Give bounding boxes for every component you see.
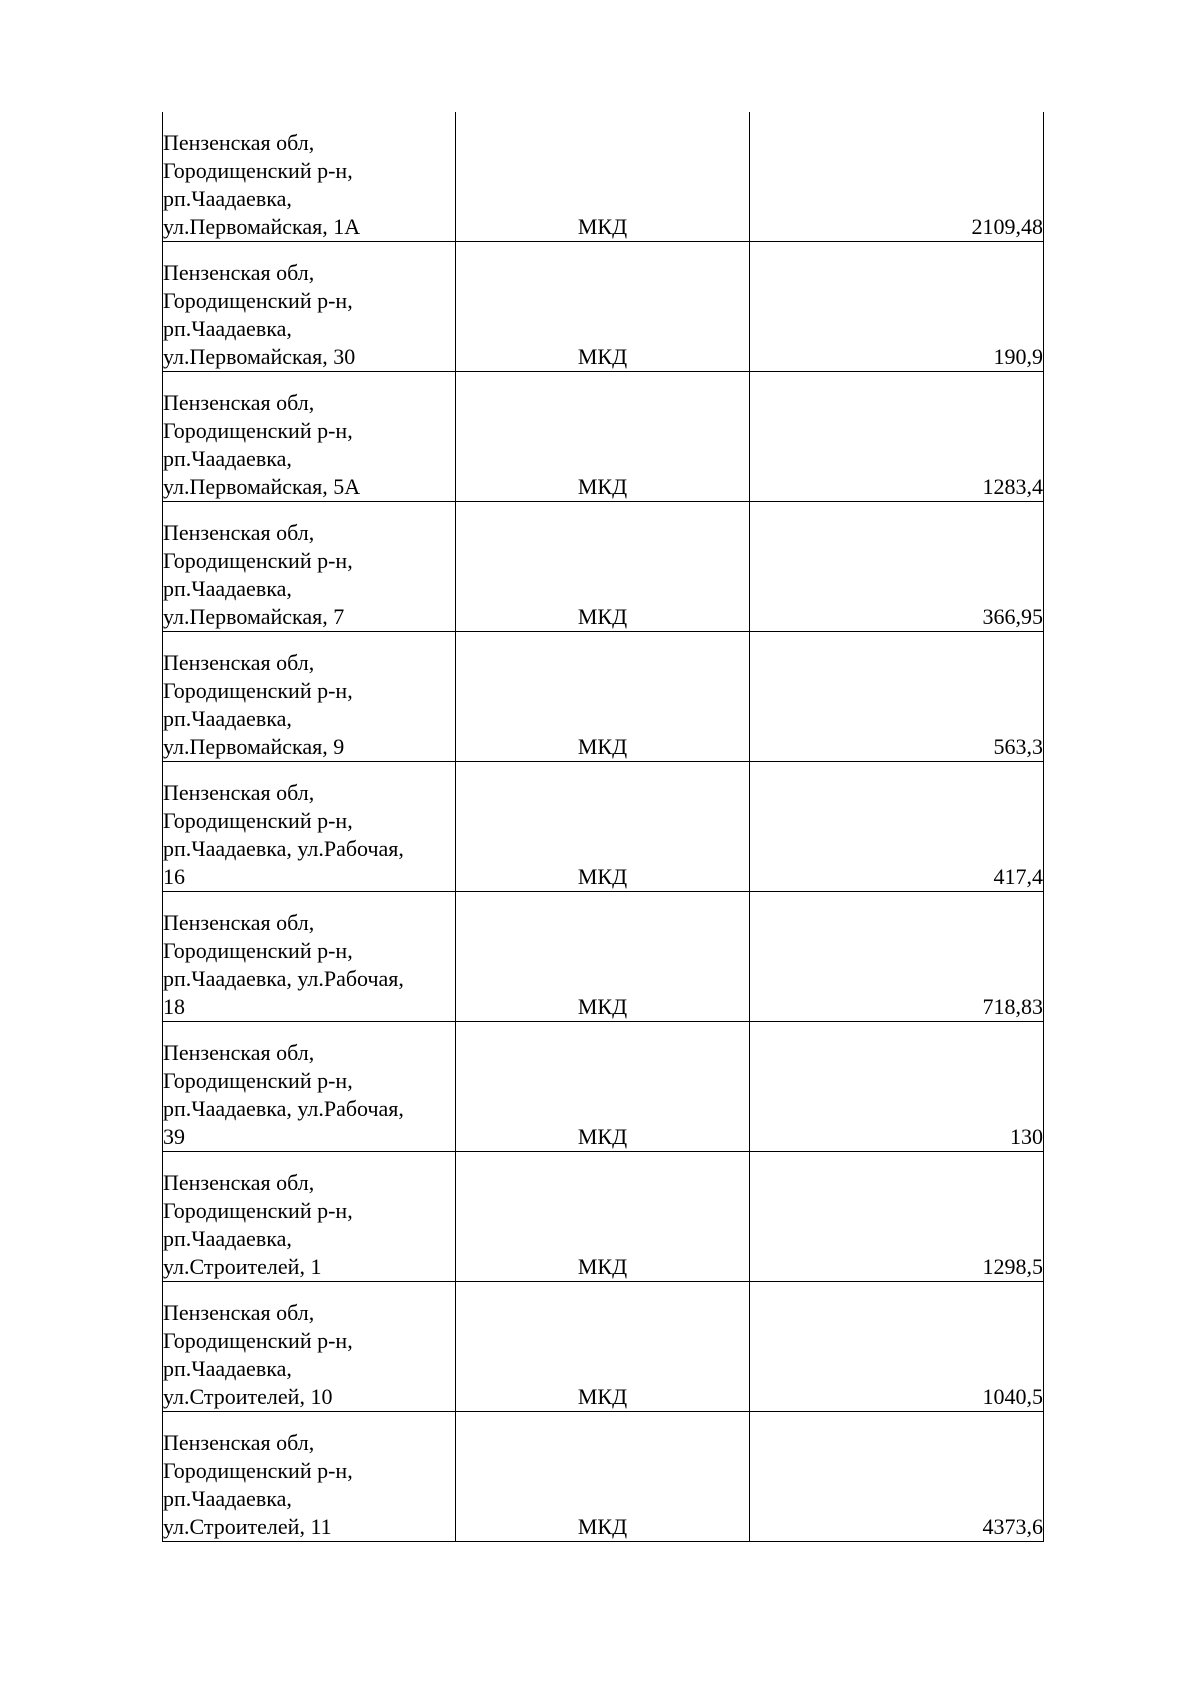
building-type-cell: МКД	[456, 502, 750, 632]
building-type-cell: МКД	[456, 762, 750, 892]
address-cell	[163, 112, 456, 242]
building-type-cell: МКД	[456, 892, 750, 1022]
address-text: Пензенская обл, Городищенский р-н, рп.Чаадаевка, ул.Первомайская, 9	[163, 650, 353, 759]
address-cell	[163, 502, 456, 632]
table-row	[163, 372, 1044, 502]
table-row	[163, 762, 1044, 892]
table-row	[163, 1152, 1044, 1282]
building-type-cell: МКД	[456, 1022, 750, 1152]
address-cell	[163, 1282, 456, 1412]
area-value-cell: 130	[750, 1022, 1044, 1152]
address-text: Пензенская обл, Городищенский р-н, рп.Чаадаевка, ул.Рабочая, 16	[163, 780, 404, 889]
area-value-cell: 718,83	[750, 892, 1044, 1022]
table-row	[163, 892, 1044, 1022]
area-value-cell: 190,9	[750, 242, 1044, 372]
address-text: Пензенская обл, Городищенский р-н, рп.Чаадаевка, ул.Первомайская, 5А	[163, 390, 361, 499]
area-value-cell: 366,95	[750, 502, 1044, 632]
address-cell	[163, 892, 456, 1022]
table-row	[163, 242, 1044, 372]
building-type-cell: МКД	[456, 242, 750, 372]
building-type-cell: МКД	[456, 1282, 750, 1412]
address-text: Пензенская обл, Городищенский р-н, рп.Чаадаевка, ул.Рабочая, 39	[163, 1040, 404, 1149]
table-row	[163, 112, 1044, 242]
buildings-table	[162, 112, 1044, 1542]
address-cell	[163, 1152, 456, 1282]
building-type-cell: МКД	[456, 372, 750, 502]
address-text: Пензенская обл, Городищенский р-н, рп.Чаадаевка, ул.Строителей, 10	[163, 1300, 353, 1409]
address-cell	[163, 1412, 456, 1542]
address-cell	[163, 632, 456, 762]
building-type-cell: МКД	[456, 1412, 750, 1542]
address-text: Пензенская обл, Городищенский р-н, рп.Чаадаевка, ул.Первомайская, 1А	[163, 130, 361, 239]
address-cell	[163, 762, 456, 892]
address-cell	[163, 242, 456, 372]
address-text: Пензенская обл, Городищенский р-н, рп.Чаадаевка, ул.Первомайская, 7	[163, 520, 353, 629]
table-row	[163, 1282, 1044, 1412]
area-value-cell: 417,4	[750, 762, 1044, 892]
building-type-cell: МКД	[456, 1152, 750, 1282]
address-text: Пензенская обл, Городищенский р-н, рп.Чаадаевка, ул.Первомайская, 30	[163, 260, 356, 369]
address-text: Пензенская обл, Городищенский р-н, рп.Чаадаевка, ул.Рабочая, 18	[163, 910, 404, 1019]
building-type-cell: МКД	[456, 112, 750, 242]
table-row	[163, 632, 1044, 762]
area-value-cell: 2109,48	[750, 112, 1044, 242]
address-cell	[163, 1022, 456, 1152]
area-value-cell: 1283,4	[750, 372, 1044, 502]
table-row	[163, 1022, 1044, 1152]
area-value-cell: 1298,5	[750, 1152, 1044, 1282]
table-row	[163, 1412, 1044, 1542]
area-value-cell: 1040,5	[750, 1282, 1044, 1412]
table-row	[163, 502, 1044, 632]
area-value-cell: 4373,6	[750, 1412, 1044, 1542]
building-type-cell: МКД	[456, 632, 750, 762]
area-value-cell: 563,3	[750, 632, 1044, 762]
address-text: Пензенская обл, Городищенский р-н, рп.Чаадаевка, ул.Строителей, 1	[163, 1170, 353, 1279]
address-text: Пензенская обл, Городищенский р-н, рп.Чаадаевка, ул.Строителей, 11	[163, 1430, 353, 1539]
table-body	[163, 112, 1044, 1542]
address-cell	[163, 372, 456, 502]
